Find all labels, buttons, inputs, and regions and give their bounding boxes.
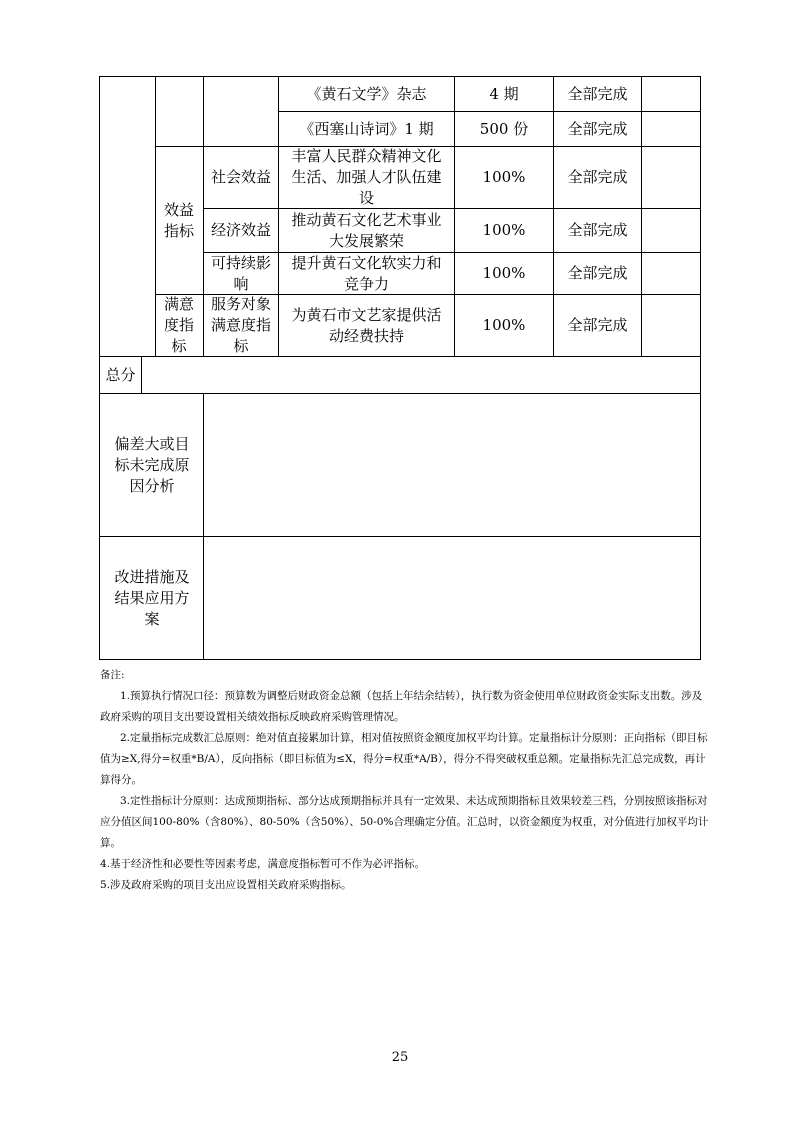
note-item-3: 3.定性指标计分原则：达成预期指标、部分达成预期指标并具有一定效果、未达成预期指标且效果较差三档，分别按照该指标对应分值区间100-80%（含80%）、80-50%（含50%）、50-0%合理确定分值。汇总时，以资金额度为权重，对分值进行加权平均计算。: [100, 795, 709, 849]
benefit-value-social: 100%: [482, 168, 526, 186]
output-status-2: 全部完成: [567, 119, 628, 138]
note-item-1: 1.预算执行情况口径：预算数为调整后财政资金总额（包括上年结余结转），执行数为资金使用单位财政资金实际支出数。涉及政府采购的项目支出要设置相关绩效指标反映政府采购管理情况。: [100, 690, 703, 723]
benefit-value-sustainable: 100%: [482, 264, 526, 282]
benefit-item-social: 丰富人民群众精神文化生活、加强人才队伍建设: [291, 147, 442, 207]
notes-heading: 备注:: [100, 669, 125, 681]
benefit-status-sustainable: 全部完成: [567, 264, 628, 282]
benefit-group-label: 效益指标: [163, 200, 194, 240]
benefit-item-sustainable: 提升黄石文化软实力和竞争力: [291, 253, 442, 293]
notes-section: [100, 665, 710, 896]
output-value-2: 500 份: [479, 119, 529, 138]
benefit-status-economic: 全部完成: [567, 221, 628, 239]
benefit-sub-sustainable: 可持续影响: [211, 253, 272, 293]
benefit-item-economic: 推动黄石文化艺术事业大发展繁荣: [291, 210, 442, 250]
total-label: 总分: [105, 365, 136, 384]
satisfaction-item: 为黄石市文艺家提供活动经费扶持: [291, 305, 442, 345]
deviation-label: 偏差大或目标未完成原因分析: [114, 434, 190, 495]
satisfaction-sub: 服务对象满意度指标: [210, 295, 271, 355]
output-item-1: 《黄石文学》杂志: [306, 84, 427, 103]
benefit-status-social: 全部完成: [567, 168, 628, 186]
note-item-4: 4.基于经济性和必要性等因素考虑，满意度指标暂可不作为必评指标。: [100, 858, 426, 870]
benefit-sub-social: 社会效益: [211, 168, 272, 186]
satisfaction-value: 100%: [482, 316, 526, 334]
output-value-1: 4 期: [489, 84, 519, 103]
note-item-2: 2.定量指标完成数汇总原则：绝对值直接累加计算，相对值按照资金额度加权平均计算。定量指标计分原则：正向指标（即目标值为≥X,得分=权重*B/A），反向指标（即目标值为≤X，得分=权重*A/B），得分不得突破权重总额。定量指标先汇总完成数，再计算得分。: [100, 732, 708, 786]
satisfaction-group-label: 满意度指标: [164, 295, 195, 355]
output-item-2: 《西塞山诗词》1 期: [299, 119, 434, 138]
benefit-value-economic: 100%: [482, 221, 526, 239]
output-status-1: 全部完成: [567, 84, 628, 103]
satisfaction-status: 全部完成: [567, 316, 628, 334]
improvement-label: 改进措施及结果应用方案: [114, 568, 190, 628]
note-item-5: 5.涉及政府采购的项目支出应设置相关政府采购指标。: [100, 879, 352, 891]
benefit-sub-economic: 经济效益: [211, 221, 272, 239]
page-number: 25: [391, 1050, 409, 1065]
